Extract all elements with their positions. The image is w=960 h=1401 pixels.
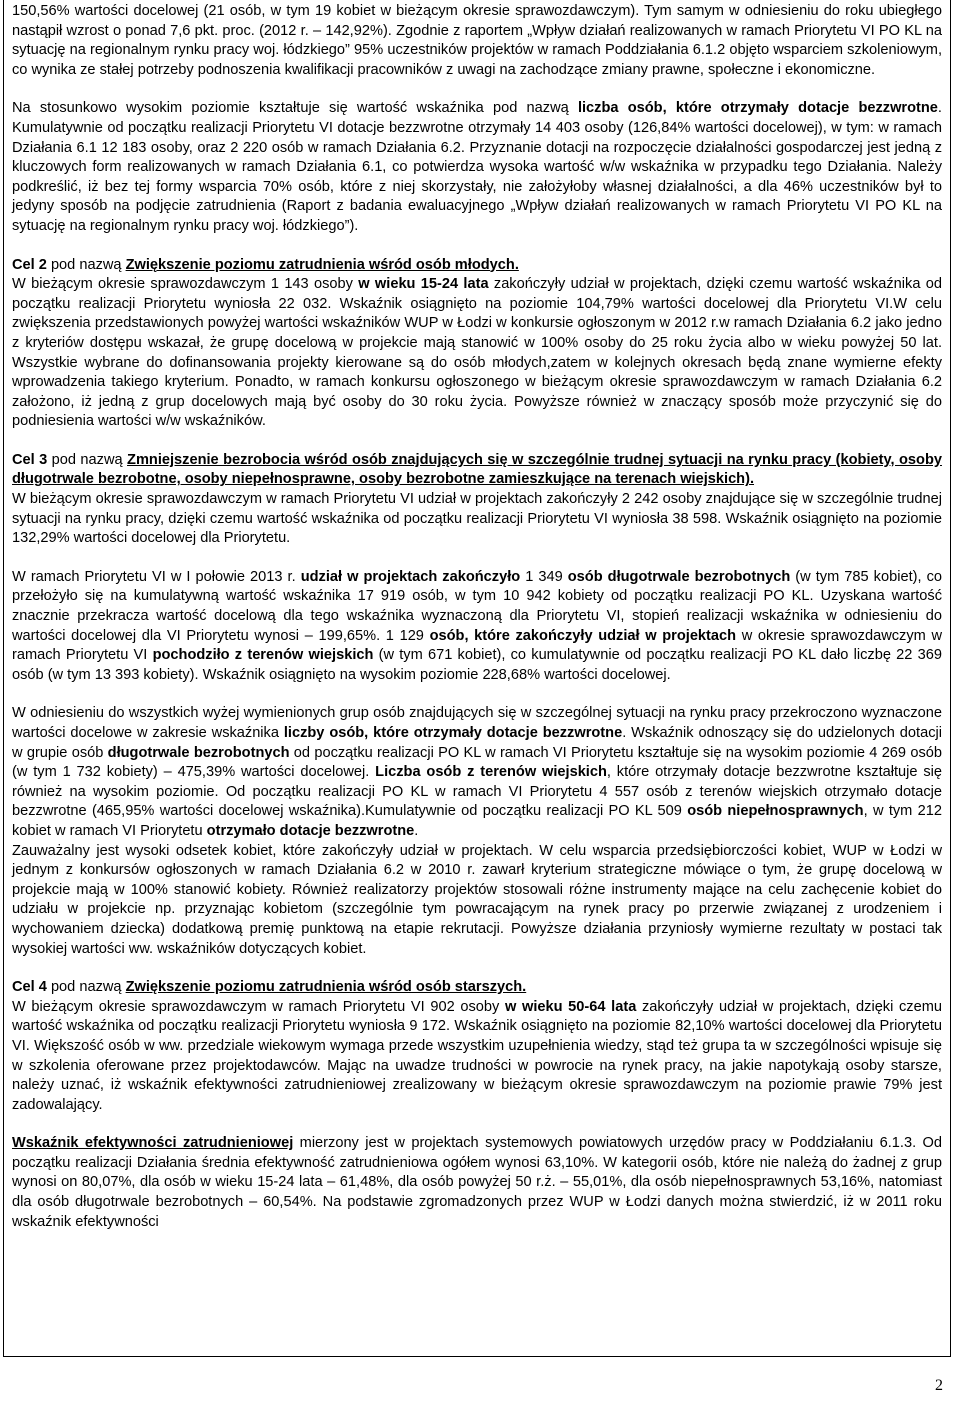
text: Zauważalny jest wysoki odsetek kobiet, które zakończyły udział w projektach. W celu wsparcia przedsiębiorczości kobiet, WUP w Łodzi w jednym z konkursów ogłoszonych w ramach Działania 6.2 w 2010 r. zawarł kryterium strategiczne mówiące o tym, że grupę docelową w projekcie mają w 100% stanowić kobiety. Również realizatorzy projektów stosowali różne instrumenty mające na celu zachęcenie kobiet do udziału w projekcie np. przyznając kobietom (szczególnie tym powracającym na rynek pracy po przerwie związanej z urodzeniem i wychowaniem dziecka) dodatkową premię punktową na etapie rekrutacji. Powyższe działania przyniosły wymierne rezultaty w postaci tak wysokiej wartości ww. wskaźników dotyczących kobiet. [12, 842, 942, 957]
text: W odniesieniu do wszystkich wyżej wymienionych grup osób znajdujących się w szczególnej sytuacji na rynku pracy przekroczono wyznaczone wartości docelowe w zakresie wskaźnika [12, 705, 942, 741]
paragraph-intro: 150,56% wartości docelowej (21 osób, w tym 19 kobiet w bieżącym okresie sprawozdawczym). Tym samym w odniesieniu do roku ubiegłego nastąpił wzrost o ponad 7,6 pkt. proc. (2012 r. – 142,92%). Zgodnie z raportem „Wpływ działań realizowanych w ramach Priorytetu VI PO KL na sytuację na regionalnym rynku pracy woj. łódzkiego” 95% uczestników projektów w ramach Poddziałania 6.1.2 objęto wsparciem szkoleniowym, co wynika ze stałej potrzeby podnoszenia kwalifikacji pracowników z uwagi na zachodzące zmiany prawne, społeczne i ekonomiczne. [12, 3, 942, 78]
text: . Kumulatywnie od początku realizacji Priorytetu VI dotacje bezzwrotne otrzymały 14 403 osoby (126,84% wartości docelowej), w tym: w ramach Działania 6.1 12 183 osoby, oraz 2 220 osób w ramach Działania 6.2. Przyznanie dotacji na rozpoczęcie działalności gospodarczej jest jedną z kluczowych form realizowanych w ramach Działania 6.1, co potwierdza wysoka wartość w/w wskaźnika w przypadku tego Działania. Należy podkreślić, iż bez tej formy wsparcia 70% osób, które z niej skorzystały, nie założyłoby własnej działalności, a dla 46% uczestników był to jedyny sposób na podjęcie zatrudnienia (Raport z badania ewaluacyjnego „Wpływ działań realizowanych w ramach Priorytetu VI PO KL na sytuację na regionalnym rynku pracy woj. łódzkiego”). [12, 100, 942, 234]
section-efektywnosc [12, 1134, 942, 1232]
text: W bieżącym okresie sprawozdawczym w ramach Priorytetu VI udział w projektach zakończyły 2 242 osoby znajdujące się w szczególnie trudnej sytuacji na rynku pracy, dzięki czemu wartość wskaźnika od początku realizacji Priorytetu VI wyniosła 38 598. Wskaźnik osiągnięto na poziomie 132,29% wartości docelowej dla Priorytetu. [12, 491, 942, 547]
text: , w tym 212 kobiet w ramach VI Priorytetu [12, 803, 942, 839]
section-label: Cel 4 [12, 979, 47, 996]
emphasis-text: osób długotrwale bezrobotnych [567, 568, 791, 585]
section-cel-4 [12, 978, 942, 1115]
paragraph-half-year [12, 568, 942, 686]
emphasis-text: osób, które zakończyły udział w projektach [429, 627, 737, 644]
text: pod nazwą [46, 256, 126, 273]
section-cel-3 [12, 451, 942, 549]
section-label: Cel 2 [12, 256, 47, 273]
emphasis-text: udział w projektach zakończyło [300, 568, 521, 585]
text: zakończyły udział w projektach, dzięki czemu wartość wskaźnika od początku realizacji Priorytetu wyniosła 22 032. Wskaźnik osiągnięto na poziomie 104,79% wartości docelowej dla Priorytetu VI.W celu zwiększenia przedstawionych powyżej wartości wskaźników WUP w Łodzi w konkursie ogłoszonym w 2012 r.w ramach Działania 6.2 jako jedno z kryteriów dostępu wskazał, że grupę docelową w projekcie mają stanowić w 100% osoby do 25 roku życia albo w wieku powyżej 50 lat. Wszystkie wybrane do dofinansowania projekty kierowane są do osób młodych,zatem w kolejnych okresach będą znane wymierne efekty wprowadzenia takiego kryterium. Ponadto, w ramach konkursu ogłoszonego w bieżącym okresie sprawozdawczym w ramach Działania 6.2 założono, iż jedną z grup docelowych mają być osoby do 30 roku życia. Powyższe również w znaczący sposób może przyczynić się do podniesienia wartości w/w wskaźników. [12, 276, 942, 430]
emphasis-text: w wieku 50-64 lata [504, 998, 637, 1015]
text: W bieżącym okresie sprawozdawczym w ramach Priorytetu VI 902 osoby [12, 998, 505, 1015]
section-title: Wskaźnik efektywności zatrudnieniowej [12, 1135, 294, 1152]
emphasis-text: otrzymało dotacje bezzwrotne [206, 822, 415, 839]
emphasis-text: liczba osób, które otrzymały dotacje bezzwrotne [577, 100, 938, 117]
emphasis-text: liczby osób, które otrzymały dotacje bezzwrotne [283, 725, 623, 741]
emphasis-text: pochodziło z terenów wiejskich [152, 647, 374, 664]
text: zakończyły udział w projektach, dzięki czemu wartość wskaźnika od początku realizacji Priorytetu wyniosła 9 172. Wskaźnik osiągnięto na poziomie 82,10% wartości docelowej dla Priorytetu VI. Większość osób w ww. przedziale wiekowym wymaga przede wszystkim uzupełnienia wiedzy, stąd też grupa ta w szczególności wpisuje się w szkolenia oferowane przez projektodawców. Mając na uwadze trudności w powrocie na rynek pracy, na jakie napotykają osoby starsze, należy uznać, iż wskaźnik efektywności zatrudnieniowej zrealizowany w bieżącym okresie sprawozdawczym na poziomie prawie 79% jest zadowalający. [12, 998, 942, 1113]
page-content [3, 0, 951, 1357]
text: 1 349 [520, 568, 568, 585]
paragraph-dotacje [12, 99, 942, 236]
emphasis-text: długotrwale bezrobotnych [107, 744, 290, 761]
text: (w tym 785 kobiet), co przełożyło się na kumulatywną wartość wskaźnika 17 919 osób, w tym 10 942 kobiety od początku realizacji PO KL. Uzyskana wartość znacznie przekracza wartość docelową dla tego wskaźnika wyznaczoną dla Priorytetu VI, stopień realizacji wskaźnika w odniesieniu do wartości docelowej dla VI Priorytetu wynosi – 199,65%. 1 129 [12, 568, 942, 644]
page-number: 2 [935, 1377, 943, 1394]
section-title: Zwiększenie poziomu zatrudnienia wśród osób młodych. [125, 256, 519, 273]
text: W ramach Priorytetu VI w I połowie 2013 r. [12, 568, 301, 585]
text: . [414, 822, 419, 839]
paragraph-all-groups [12, 704, 942, 959]
text: pod nazwą [46, 979, 126, 996]
text: od początku realizacji PO KL w ramach VI Priorytetu kształtuje się na wysokim poziomie 4 269 osób (w tym 1 732 kobiety) – 475,39% wartości docelowej. [12, 744, 942, 781]
section-label: Cel 3 [12, 451, 48, 468]
text: (w tym 671 kobiet), co kumulatywnie od początku realizacji PO KL dało liczbę 22 369 osób (w tym 13 393 kobiety). Wskaźnik osiągnięto na wysokim poziomie 228,68% wartości docelowej. [12, 647, 942, 683]
text: , które otrzymały dotacje bezzwrotne kształtuje się również na wysokim poziomie. Od początku realizacji PO KL w ramach VI Priorytetu 4 557 osób z terenów wiejskich otrzymało dotacje bezzwrotne (465,95% wartości docelowej wskaźnika).Kumulatywnie od początku realizacji PO KL 509 [12, 764, 942, 820]
emphasis-text: w wieku 15-24 lata [358, 276, 489, 293]
emphasis-text: osób niepełnosprawnych [687, 803, 864, 820]
section-title: Zmniejszenie bezrobocia wśród osób znajdujących się w szczególnie trudnej sytuacji na rynku pracy (kobiety, osoby długotrwale bezrobotne, osoby niepełnosprawne, osoby bezrobotne zamieszkujące na terenach wiejskich). [12, 451, 942, 488]
section-cel-2 [12, 256, 942, 432]
section-title: Zwiększenie poziomu zatrudnienia wśród osób starszych. [125, 979, 527, 996]
text: w okresie sprawozdawczym w ramach Priorytetu VI [12, 627, 942, 664]
text: W bieżącym okresie sprawozdawczym 1 143 osoby [12, 276, 359, 293]
text: Na stosunkowo wysokim poziomie kształtuje się wartość wskaźnika pod nazwą [12, 100, 578, 117]
text: mierzony jest w projektach systemowych powiatowych urzędów pracy w Poddziałaniu 6.1.3. Od początku realizacji Działania średnia efektywność zatrudnieniowa ogółem wynosi 63,10%. W kategorii osób, które nie należą do żadnej z grup wynosi on 80,07%, dla osób w wieku 15-24 lata – 61,48%, dla osób powyżej 50 r.ż. – 55,01%, dla osób niepełnosprawnych 53,16%, natomiast dla osób długotrwale bezrobotnych – 60,54%. Na podstawie zgromadzonych przez WUP w Łodzi danych można stwierdzić, iż w 2011 roku wskaźnik efektywności [12, 1135, 942, 1230]
text: pod nazwą [47, 451, 128, 468]
emphasis-text: Liczba osób z terenów wiejskich [375, 764, 607, 781]
text: . Wskaźnik odnoszący się do udzielonych dotacji w grupie osób [12, 725, 942, 761]
